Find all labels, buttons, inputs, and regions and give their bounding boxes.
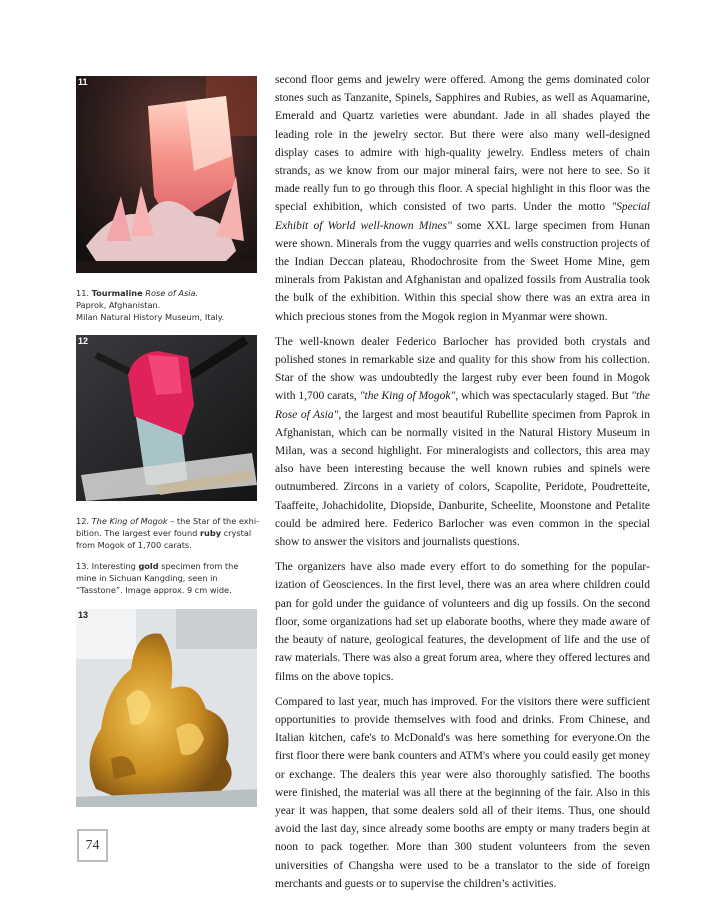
ruby-image xyxy=(76,335,257,501)
gold-image xyxy=(76,609,257,807)
paragraph-4: Compared to last year, much has improved. For the visitors there were sufficient opportunities to provide themselves with food and drinks. From Chinese, and Italian kitchen, cafe's to McDonald's was here something for everyone.On the first floor there were bank counters and ATM's where you could easily get money or exchange. The dealers this year were also thoroughly satisfied. The booths were finished, the material was all there at the beginning of the fair. Also in this year it was happen, that some dealers sold all of their items. Thus, one should avoid the last day, since already some booths are empty or many traders begin at noon to pack together. More than 300 student volunteers from the seven universities of Changsha were used to be a translator to the side of foreign merchants and guests or to supervise the children’s activities. xyxy=(275,695,650,890)
article-body xyxy=(275,71,650,900)
figure-12-number: 12 xyxy=(78,336,89,346)
figure-11-number: 11 xyxy=(78,77,88,87)
figure-13-caption: 13. Interesting gold specimen from the mine in Sichuan Kangding, seen in “Tasstone”. Image approx. 9 cm wide. xyxy=(76,561,239,595)
figure-11-caption: 11. Tourmaline Rose of Asia. Paprok, Afghanistan. Milan Natural History Museum, Italy. xyxy=(76,288,225,322)
paragraph-1: second floor gems and jewelry were offered. Among the gems dominated color stones such as Tanzanite, Spinels, Sapphires and Rubies, as well as Aquamarine, Emerald and Quartz varieties were abundant. Jade in all shades played the leading role in the jewelry sector. But there were also many well-designed display cases to admire with high-quality jewelry. Endless meters of chain strands, as we know from our major mineral fairs, were not here to see. So it made really fun to go through this floor. A special highlight in this floor was the special exhibition, which consisted of two parts. Under the motto "Special Exhibit of World well-known Mines" some XXL large specimen from Hunan were shown. Minerals from the vuggy quarries and wells construction projects of the Indian Deccan plateau, Rhodochrosite from the Sweet Home Mine, gem minerals from Pakistan and Afghanistan and opalized fossils from Australia took the bulk of the exhibition. Within this special show there was an extra area in which precious stones from the Mogok region in Myanmar were shown. xyxy=(275,74,651,323)
figure-13-gold-photo xyxy=(76,609,257,807)
figure-13-number: 13 xyxy=(78,610,89,620)
page-number: 74 xyxy=(77,829,108,862)
figure-12-ruby-photo xyxy=(76,335,257,501)
tourmaline-image xyxy=(76,76,257,273)
figure-11-tourmaline-photo xyxy=(76,76,257,273)
paragraph-2: The well-known dealer Federico Barlocher has provided both crystals and polished stones in remarkable size and quality for this show from his collection. Star of the show was undoubtedly the largest ruby ever been found in Mogok with 1,700 carats, "the King of Mogok", which was spectacularly staged. But "the Rose of Asia", the largest and most beautiful Rubellite specimen from Paprok in Afghanistan, which can be normally visited in the Natural History Museum in Milan, was a second highlight. For mineralogists and collectors, this area may also have been interesting because the well known rubies and spinels were outnumbered. Zircons in a variety of colors, Scapolite, Peridote, Poudretteite, Taaffeite, Johachidolite, Diopside, Danburite, Scheelite, Moonstone and Petalite could be admired here. Federico Barlocher was even common in the special show to answer the visitors and journalists questions. xyxy=(275,335,650,549)
paragraph-3: The organizers have also made every effort to do something for the popularization of Geosciences. In the first level, there was an area where children could pan for gold under the guidance of volunteers and dig up fossils. On the second floor, some organizations had set up elaborate booths, where they made aware of the beauty of nature, geological features, the development of life and the use of raw materials. There was also a great forum area, where they offered lectures and films on the above topics. xyxy=(275,561,650,683)
figure-12-caption: 12. The King of Mogok – the Star of the exhibition. The largest ever found ruby crystal from Mogok of 1,700 carats. xyxy=(76,516,260,550)
